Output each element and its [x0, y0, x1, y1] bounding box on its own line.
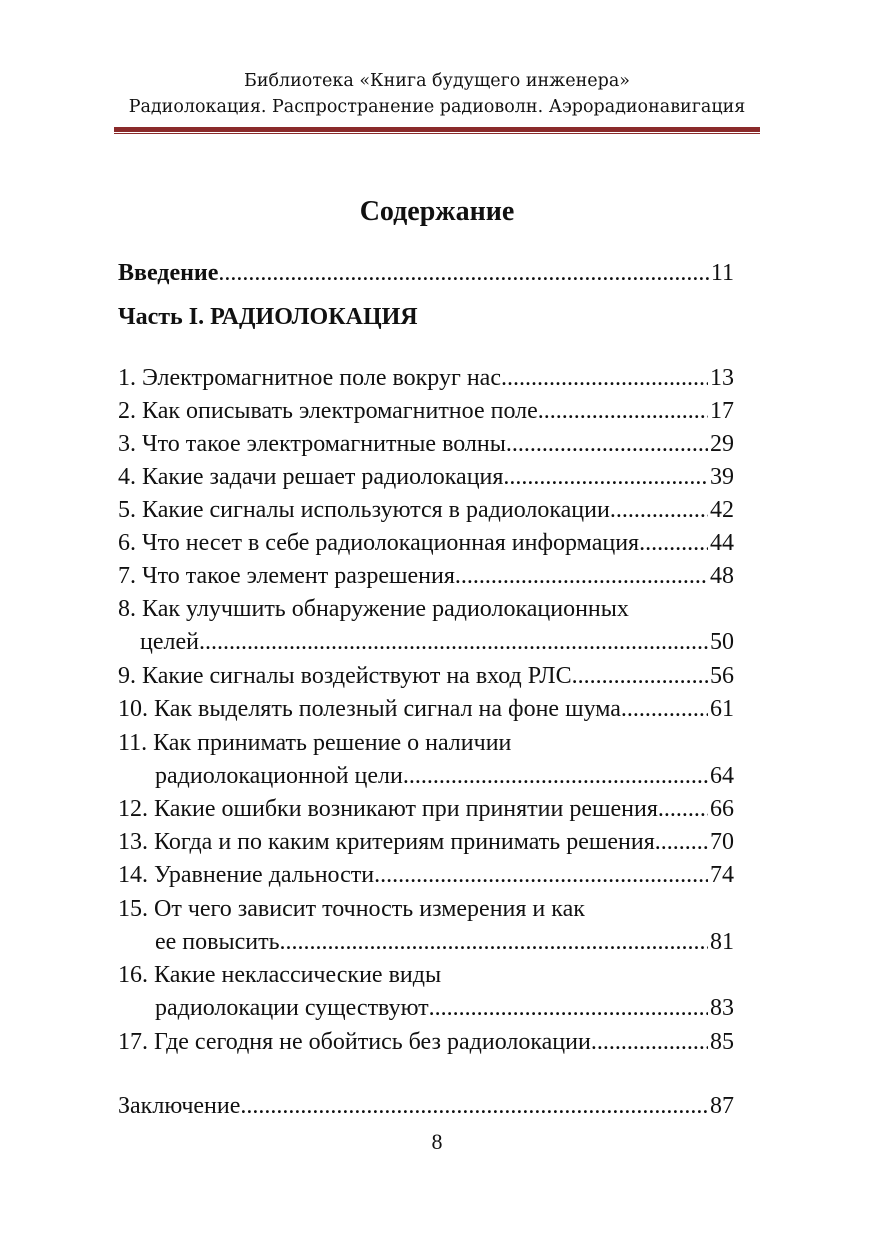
page-title: Содержание [359, 196, 515, 227]
toc-entry-text: целей [140, 629, 199, 655]
leader-dots [658, 792, 708, 826]
toc-entry-text: ее повысить [155, 929, 280, 955]
toc-entry-6[interactable] [118, 526, 734, 560]
toc-entry-page: 56 [710, 663, 734, 689]
leader-dots [503, 460, 708, 494]
toc-entry-5[interactable] [118, 493, 734, 527]
toc-entry-15[interactable] [118, 925, 734, 959]
running-header [114, 68, 760, 120]
toc-entry-9[interactable] [118, 659, 734, 693]
leader-dots [374, 858, 708, 892]
toc-entry-page: 44 [710, 530, 734, 556]
toc-entry-text: 14. Уравнение дальности [118, 862, 375, 888]
toc-entry-page: 48 [710, 563, 734, 589]
toc-entry-text: 6. Что несет в себе радиолокационная информация [118, 530, 640, 556]
toc-entry-page: 83 [710, 995, 734, 1021]
toc-entry-text: 13. Когда и по каким критериям принимать решения [118, 829, 655, 855]
leader-dots [280, 925, 708, 959]
toc-entry-text: 9. Какие сигналы воздействуют на вход РЛС [118, 663, 572, 689]
toc-entry-text: 2. Как описывать электромагнитное поле [118, 398, 538, 424]
leader-dots [455, 559, 708, 593]
toc-entry-page: 87 [710, 1093, 734, 1119]
toc-entry-16[interactable] [118, 991, 734, 1025]
toc-entry-page: 13 [710, 365, 734, 391]
leader-dots [506, 427, 708, 461]
toc-entry-17[interactable] [118, 1025, 734, 1059]
toc-entry-text: 5. Какие сигналы используются в радиолокации [118, 497, 610, 523]
toc-entry-page: 61 [710, 696, 734, 722]
leader-dots [403, 759, 708, 793]
leader-dots [501, 361, 708, 395]
toc-entry-11[interactable] [118, 759, 734, 793]
toc-entry-text: 4. Какие задачи решает радиолокация [118, 464, 504, 490]
part-heading: Часть I. РАДИОЛОКАЦИЯ [118, 304, 418, 330]
leader-dots [199, 625, 708, 659]
toc-entry-14[interactable] [118, 858, 734, 892]
toc-entry-text: 17. Где сегодня не обойтись без радиолокации [118, 1029, 591, 1055]
header-rule-thin [114, 133, 760, 134]
toc-entry-page: 39 [710, 464, 734, 490]
toc-entry-text: 7. Что такое элемент разрешения [118, 563, 455, 589]
leader-dots [621, 692, 708, 726]
leader-dots [538, 394, 708, 428]
toc-entry-page: 42 [710, 497, 734, 523]
toc-entry-3[interactable] [118, 427, 734, 461]
toc-entry-text: 1. Электромагнитное поле вокруг нас [118, 365, 501, 391]
toc-entry-page: 85 [710, 1029, 734, 1055]
book-title: Радиолокация. Распространение радиоволн. Аэрорадионавигация [128, 97, 746, 117]
series-title: Библиотека «Книга будущего инженера» [243, 71, 631, 91]
toc-entry-4[interactable] [118, 460, 734, 494]
leader-dots [591, 1025, 708, 1059]
toc-entry-1[interactable] [118, 361, 734, 395]
toc-entry-text: 3. Что такое электромагнитные волны [118, 431, 506, 457]
leader-dots [610, 493, 708, 527]
toc-entry-conclusion[interactable] [118, 1089, 734, 1123]
toc-entry-text: Введение [118, 260, 219, 286]
toc-entry-15-line1[interactable]: 15. От чего зависит точность измерения и как [118, 896, 585, 922]
toc-entry-10[interactable] [118, 692, 734, 726]
toc-entry-page: 66 [710, 796, 734, 822]
toc-entry-8-line1[interactable]: 8. Как улучшить обнаружение радиолокационных [118, 596, 629, 622]
toc-entry-page: 11 [710, 260, 734, 286]
leader-dots [639, 526, 708, 560]
toc-entry-text: радиолокационной цели [155, 763, 403, 789]
toc-entry-text: Заключение [118, 1093, 241, 1119]
toc-entry-page: 64 [710, 763, 734, 789]
toc-entry-text: радиолокации существуют [155, 995, 429, 1021]
toc-entry-page: 29 [710, 431, 734, 457]
toc-entry-8[interactable] [118, 625, 734, 659]
toc-entry-page: 74 [710, 862, 734, 888]
toc-entry-16-line1[interactable]: 16. Какие неклассические виды [118, 962, 442, 988]
toc-entry-13[interactable] [118, 825, 734, 859]
leader-dots [572, 659, 708, 693]
leader-dots [240, 1089, 708, 1123]
toc-entry-12[interactable] [118, 792, 734, 826]
toc-entry-11-line1[interactable]: 11. Как принимать решение о наличии [118, 730, 512, 756]
toc-entry-page: 81 [710, 929, 734, 955]
leader-dots [429, 991, 708, 1025]
header-rule-thick [114, 127, 760, 132]
toc-entry-text: 12. Какие ошибки возникают при принятии решения [118, 796, 658, 822]
toc-entry-page: 50 [710, 629, 734, 655]
leader-dots [218, 256, 708, 290]
toc-entry-page: 70 [710, 829, 734, 855]
page-number: 8 [431, 1129, 443, 1154]
toc-entry-7[interactable] [118, 559, 734, 593]
toc-entry-2[interactable] [118, 394, 734, 428]
toc-entry-text: 10. Как выделять полезный сигнал на фоне шума [118, 696, 621, 722]
toc-entry-intro[interactable] [118, 256, 734, 290]
toc-entry-page: 17 [710, 398, 734, 424]
leader-dots [655, 825, 708, 859]
